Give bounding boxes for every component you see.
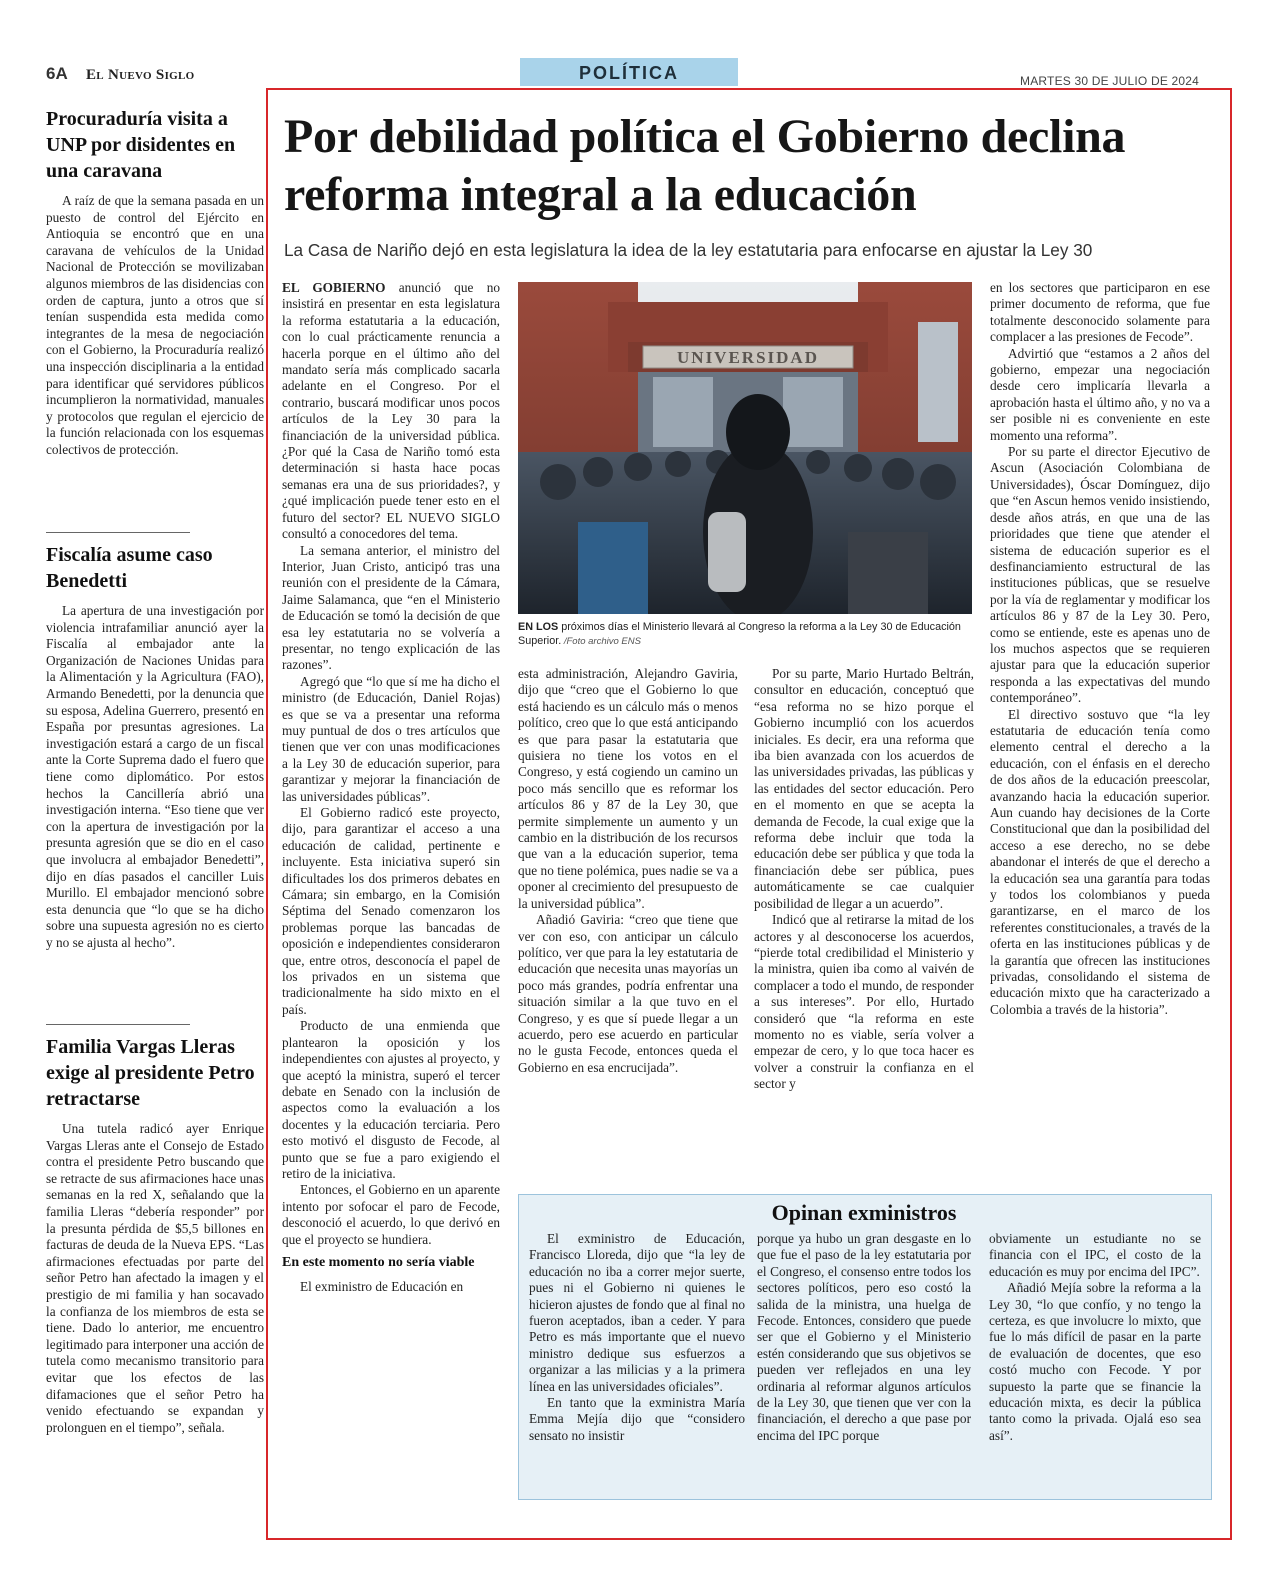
article-column-1	[282, 280, 500, 1295]
article-headline[interactable]: Por debilidad política el Gobierno declina reforma integral a la educación	[284, 110, 1126, 221]
sidebar-story-title[interactable]: Fiscalía asume caso Benedetti	[46, 544, 213, 592]
article-deck: La Casa de Nariño dejó en esta legislatura la idea de la ley estatutaria para enfocarse en ajustar la Ley 30	[284, 240, 1093, 260]
newspaper-name: El Nuevo Siglo	[86, 67, 195, 83]
subheading: En este momento no sería viable	[282, 1254, 475, 1270]
paragraph: porque ya hubo un gran desgaste en lo que fue el paso de la ley estatutaria por el Congreso, el consenso entre todos los sectores políticos, pero eso costó la salida de la ministra, una huelga de Fecode. Entonces, considero que puede ser que el Gobierno y el Ministerio estén considerando que sus objetivos se pueden ver reflejados en una ley ordinaria al reformar algunos artículos de la Ley 30, que tienen que ver con la financiación, el derecho a que pase por encima del IPC porque	[757, 1231, 971, 1443]
caption-lead: EN LOS	[518, 621, 559, 633]
section-tab[interactable]: POLÍTICA	[520, 58, 738, 86]
paragraph: La semana anterior, el ministro del Interior, Juan Cristo, anticipó tras una reunión con el presidente de la Cámara, Jaime Salamanca, que “en el Ministerio de Educación se tomó la decisión de que esa ley estatutaria no se volvería a presentar, no tengo explicación de las razones”.	[282, 542, 500, 673]
sidebar-story-body: La apertura de una investigación por violencia intrafamiliar anunció ayer la Fiscalía al embajador ante la Organización de Naciones Unidas para la Alimentación y la Agricultura (FAO), Armando Benedetti, por la denuncia que su esposa, Adelina Guerrero, presentó en España por presuntas agresiones. La investigación estará a cargo de un fiscal ante la Corte Suprema dado el fuero que tiene como diplomático. Por estos hechos la Cancillería abrió una investigación interna. “Eso tiene que ver con la apertura de investigación por la presunta agresión que se dio en el caso que involucra al embajador Benedetti”, dijo en días pasados el canciller Luis Murillo. El embajador mencionó sobre esta denuncia que “lo que se ha dicho sobre una supuesta agresión no es cierto y no se ajusta al hecho”.	[46, 603, 264, 950]
caption-text: próximos días el Ministerio llevará al Congreso la reforma a la Ley 30 de Educación Superior.	[518, 621, 961, 647]
article-column-3	[754, 666, 974, 1093]
paragraph: Indicó que al retirarse la mitad de los actores y al desconocerse los acuerdos, “pierde total credibilidad el Ministerio y la ministra, quien iba como al vaivén de complacer a todo el mundo, de responder a sus intereses”. Por ello, Hurtado consideró que “la reforma en este momento no es viable, sería volver a empezar de cero, y lo que toca hacer es volver a construir la confianza en el sector y	[754, 912, 974, 1092]
paragraph: Por su parte el director Ejecutivo de Ascun (Asociación Colombiana de Universidades), Óscar Domínguez, dijo que “en Ascun hemos venido insistiendo, desde años atrás, en que una de las prioridades que tiene que atender el sistema de educación superior es el desfinanciamiento estructural de las instituciones públicas, que se resuelve por la vía de reglamentar y modificar los artículos 86 y 87 de la Ley 30. Pero, como se entiende, este es apenas uno de los muchos aspectos que se requieren ajustar para que la educación superior responda a las expectativas del mundo contemporáneo”.	[990, 444, 1210, 706]
paragraph: El directivo sostuvo que “la ley estatutaria de educación tenía como elemento central el derecho a la educación, con el énfasis en el derecho de dos años de la educación preescolar, avanzando hacia la educación superior. Aun cuando hay decisiones de la Corte Constitucional que dan la posibilidad del acceso a ese derecho, no se debe abandonar el interés de que el derecho a la educación sea una garantía para todas y todos los colombianos y pueda garantizarse, en el marco de los referentes constitucionales, a través de la oferta en las instituciones públicas y de la garantía que ofrecen las instituciones privadas, consolidando el sistema de educación mixto que ha caracterizado a Colombia a través de la historia”.	[990, 706, 1210, 1017]
sidebar-story-fiscalia	[46, 542, 264, 951]
paragraph: Agregó que “lo que sí me ha dicho el ministro (de Educación, Daniel Rojas) es que se va a presentar una reforma muy puntual de dos o tres artículos que tienen que ver con unas modificaciones a la Ley 30 de educación superior, para garantizar y mejorar la financiación de las universidades públicas”.	[282, 673, 500, 804]
sidebar-story-title[interactable]: Familia Vargas Lleras exige al presidente Petro retractarse	[46, 1036, 255, 1110]
paragraph: Por su parte, Mario Hurtado Beltrán, consultor en educación, conceptuó que “esa reforma no se hizo porque el Gobierno incumplió con los acuerdos iniciales. Es decir, era una reforma que iba bien avanzada con los acuerdos de las universidades privadas, las públicas y las entidades del sector educación. Pero en el momento en que se acepta la demanda de Fecode, la cual exige que la reforma debe incluir que toda la educación debe ser pública y que toda la financiación debe ser pública, pues automáticamente se cae cualquier posibilidad de llegar a un acuerdo”.	[754, 666, 974, 911]
university-sign-text: UNIVERSIDAD	[677, 348, 819, 367]
sidebar-story-body: Una tutela radicó ayer Enrique Vargas Lleras ante el Consejo de Estado contra el presidente Petro buscando que se retracte de sus afirmaciones hace unas semanas en la red X, señalando que la familia Lleras “debería responder” por la presunta pérdida de $5,5 billones en facturas de deuda de la Nueva EPS. “Las afirmaciones efectuadas por parte del señor Petro han afectado la imagen y el prestigio de mi familia y han socavado la confianza de los miembros de esta se tiene. Dado lo anterior, me encuentro legitimado para interponer una acción de tutela como mecanismo transitorio para evitar que los efectos de las difamaciones que el señor Petro ha venido efectuando se expandan y prolonguen en el tiempo”, señala.	[46, 1121, 264, 1435]
divider	[46, 1024, 190, 1025]
article-column-4	[990, 280, 1210, 1018]
sidebar-story-title[interactable]: Procuraduría visita a UNP por disidentes en una caravana	[46, 108, 236, 182]
paragraph: Producto de una enmienda que plantearon la oposición y los independientes con ajustes al proyecto, y que aceptó la ministra, superó el tercer debate en Senado con la inclusión de aspectos como la evaluación a los docentes y la educación terciaria. Pero esto motivó el disgusto de Fecode, al punto que se fue a paro exigiendo el retiro de la iniciativa.	[282, 1018, 500, 1181]
date-line: MARTES 30 DE JULIO DE 2024	[1020, 74, 1200, 88]
sidebar-story-body: A raíz de que la semana pasada en un puesto de control del Ejército en Antioquia se encontró que en una caravana de vehículos de la Unidad Nacional de Protección se movilizaban algunos miembros de las disidencias con orden de captura, junto a otros que sí tenían suspendida esta medida como integrantes de la mesa de negociación con el Gobierno, la Procuraduría realizó una inspección disciplinaria a la entidad para identificar qué servidores públicos incumplieron la normatividad, manuales y protocolos que regulan el ejercicio de la función relacionada con los esquemas colectivos de protección.	[46, 193, 264, 457]
box-title: Opinan exministros	[771, 1200, 957, 1225]
box-column-3	[989, 1231, 1201, 1444]
photo-caption	[518, 620, 972, 649]
photo-credit: /Foto archivo ENS	[561, 636, 641, 647]
exministers-box	[518, 1194, 1212, 1500]
box-column-2	[757, 1231, 971, 1444]
university-crowd-image	[518, 282, 972, 614]
paragraph: Entonces, el Gobierno en un aparente intento por sofocar el paro de Fecode, desconoció el acuerdo, lo que derivó en que el proyecto se hundiera.	[282, 1182, 500, 1247]
article-column-2	[518, 666, 738, 1076]
sidebar-story-procuraduria	[46, 106, 264, 459]
sidebar-story-vargas-lleras	[46, 1034, 264, 1436]
article-photo[interactable]	[518, 282, 972, 614]
divider	[46, 532, 190, 533]
paragraph-text: anunció que no insistirá en presentar en esta legislatura la reforma estatutaria a la educación, con lo cual prácticamente renuncia a hacerla porque en el último año del mandato sería más complicado sacarla adelante en el Congreso. Por el contrario, buscará modificar unos pocos artículos de la Ley 30 para la financiación de la universidad pública. ¿Por qué la Casa de Nariño tomó esta determinación si hasta hace pocas semanas era una de sus prioridades?, y ¿qué implicación puede tener esto en el futuro del sector? EL NUEVO SIGLO consultó a conocedores del tema.	[282, 280, 500, 542]
paragraph: obviamente un estudiante no se financia con el IPC, el costo de la educación es muy por encima del IPC”.	[989, 1231, 1201, 1279]
paragraph: El Gobierno radicó este proyecto, dijo, para garantizar el acceso a una educación de calidad, pertinente e incluyente. Esta iniciativa superó sin dificultades los dos primeros debates en Cámara; sin embargo, en la Comisión Séptima del Senado comenzaron los problemas porque las bancadas de oposición e independientes consideraron que, entre otros, desconocía el papel de los privados en un sistema que tradicionalmente ha sido mixto en el país.	[282, 805, 500, 1017]
paragraph	[282, 280, 500, 543]
paragraph: Añadió Mejía sobre la reforma a la Ley 30, “lo que confío, y no tengo la certeza, es que involucre lo mixto, que fue lo más difícil de pasar en la parte de evaluación de docentes, que eso costó mucho con Fecode. Y por supuesto la parte que se financie la educación mixta, es decir la pública tanto como la privada. Ojalá eso sea así”.	[989, 1280, 1201, 1443]
paragraph: El exministro de Educación, Francisco Lloreda, dijo que “la ley de educación no iba a correr mejor suerte, pues ni el Gobierno ni quienes le hicieron ajustes de fondo que al final no fueron aceptados, iban a ceder. Y para Petro es más importante que el nuevo ministro dedique sus esfuerzos a organizar a las milicias y a la primera línea en las universidades oficiales”.	[529, 1231, 745, 1394]
paragraph: en los sectores que participaron en ese primer documento de reforma, que fue totalmente desconocido solamente para complacer a las presiones de Fecode”.	[990, 280, 1210, 345]
box-column-1	[529, 1231, 745, 1444]
paragraph: Advirtió que “estamos a 2 años del gobierno, empezar una negociación desde cero implicaría llevarla a aprobación hasta el último año, y no va a ser posible ni es conveniente en este momento una reforma”.	[990, 345, 1210, 443]
paragraph: El exministro de Educación en	[300, 1278, 464, 1294]
paragraph: En tanto que la exministra María Emma Mejía dijo que “considero sensato no insistir	[529, 1395, 745, 1443]
lead-in: EL GOBIERNO	[282, 280, 386, 295]
page-number: 6A	[46, 64, 68, 83]
paragraph: Añadió Gaviria: “creo que tiene que ver con eso, con anticipar un cálculo político, ver que para la ley estatutaria de educación que necesita unas mayorías un poco más grandes, podría enfrentar una situación similar a la que tuvo en el Congreso, y es que sí puede llegar a un acuerdo, pero ese acuerdo en particular no le gusta Fecode, entonces queda el Gobierno en esa encrucijada”.	[518, 912, 738, 1075]
paragraph: esta administración, Alejandro Gaviria, dijo que “creo que el Gobierno lo que está haciendo es un cálculo más o menos político, creo que lo que está anticipando es que para pasar la estatutaria que quisiera no tiene los votos en el Congreso, y está cogiendo un camino un poco más sencillo que es reformar los artículos 86 y 87 de la Ley 30, que permite simplemente un aumento y un cambio en la distribución de los recursos que van a la educación superior, tema que no tiene polémica, pues nadie se va a oponer al crecimiento del presupuesto de la universidad pública”.	[518, 666, 738, 911]
